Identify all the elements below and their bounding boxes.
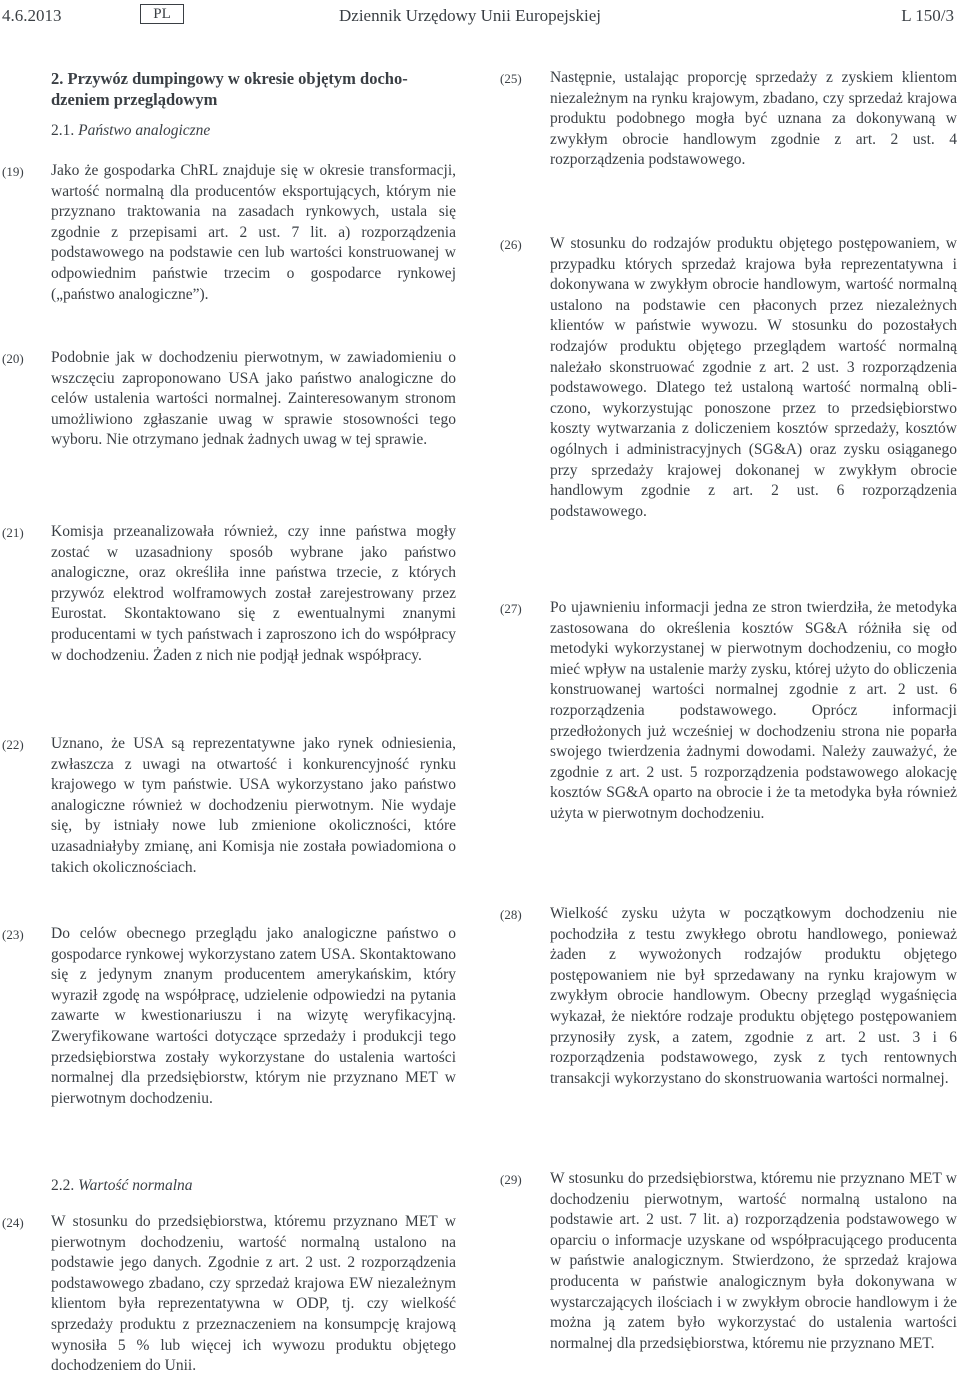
paragraph-22 [0, 734, 460, 878]
paragraph-29 [498, 1169, 960, 1354]
paragraph-number: (23) [2, 927, 24, 942]
paragraph-number: (19) [2, 164, 24, 179]
journal-title: Dziennik Urzędowy Unii Europejskiej [339, 6, 602, 25]
paragraph-text: Uznano, że USA są reprezentatywne jako rynek odniesienia, zwłaszcza z uwagi na otwartość i konkurencyjność rynku krajowego w tym państwie. USA wykorzystano jako państwo analogiczne również w dochodzeniu pierwotnym. Nie wydaje się, by istniały nowe lub zmienione okoliczności, które uzasadniałyby zmianę, ani Komisja nie została powiadomiona o takich okolicznościach. [51, 735, 456, 876]
paragraph-text: Jako że gospodarka ChRL znajduje się w okresie transformacji, wartość normalną dla producentów eksportujących, którym nie przyznano traktowania na zasadach rynkowych, ustala się zgodnie z przepisami art. 2 ust. 7 lit. a) rozporządzenia podstawowego na podstawie cen lub wartości konstruowanej w odpowiednim państwie trzecim o gospodarce rynkowej („państwo analogiczne”). [51, 162, 456, 303]
subsection-number: 2.2. [51, 1177, 75, 1194]
paragraph-text: Podobnie jak w dochodzeniu pierwotnym, w zawiadomieniu o wszczęciu zaproponowano USA jako państwo analogiczne do celów ustalenia wartości normalnej. Zainteresowanym stronom umożliwiono zgłaszanie uwag w sprawie stosowności tego wyboru. Nie otrzymano jednak żadnych uwag w tej sprawie. [51, 349, 456, 449]
subsection-title: Wartość normalna [78, 1177, 193, 1194]
paragraph-21 [0, 522, 460, 666]
page-header [0, 4, 960, 28]
paragraph-number: (25) [500, 71, 522, 86]
paragraph-number: (27) [500, 601, 522, 616]
subsection-heading [51, 121, 210, 141]
subsection-heading [51, 1176, 193, 1196]
paragraph-text: W stosunku do przedsiębiorstwa, któremu nie przyznano MET w dochodzeniu pierwotnym, wartość normalną ustalono na podstawie art. 2 ust. 7 lit. a) rozporządzenia podstawowego w oparciu o informacje uzyskane od współpracującego producenta w państwie analogicznym. Stwierdzono, że sprzedaż krajowa producenta w państwie analogicznym była dokonywana w wystarczających ilościach i w zwykłym obrocie handlowym i że można ją zatem było wykorzystać do ustalenia wartości normalnej dla przedsiębiorstwa, któremu nie przyznano MET. [550, 1170, 957, 1352]
page-number: L 150/3 [901, 6, 954, 25]
paragraph-26 [498, 234, 960, 522]
paragraph-text: Do celów obecnego przeglądu jako analogiczne państwo o gospodarce rynkowej wykorzystano zatem USA. Skontaktowano się z jedynym znanym producentem amerykańskim, który wyraził zgodę na współpracę, udzielenie odpowiedzi na pytania zawarte w kwestionariuszu i na wizytę weryfikacyjną. Zweryfikowane wartości dotyczące sprzedaży i produkcji tego przedsiębiorstwa zostały wykorzystane do ustalenia wartości normalnej dla przedsiębiorstw, którym nie przyznano MET w pierwotnym dochodzeniu. [51, 925, 456, 1107]
paragraph-text: Wielkość zysku użyta w początkowym dochodzeniu nie pochodziła z testu zwykłego obrotu handlowego, ponieważ żaden z wywożonych rodzajów produktu objętego postępowaniem nie był sprzedawany na rynku krajowym w zwykłym obrocie handlowym. Obecny przegląd wygaśnięcia wykazał, że niektóre rodzaje produktu objętego postępowaniem przynosiły zysk, a zatem, zgodnie z art. 2 ust. 3 i 6 rozporządzenia podstawowego, zysk z tych rentownych transakcji wykorzystano do skonstruowania wartości normalnej. [550, 905, 957, 1087]
paragraph-text: W stosunku do przedsiębiorstwa, któremu przyznano MET w pierwotnym dochodzeniu, wartość normalną ustalono na podstawie jego danych. Zgodnie z art. 2 ust. 2 rozporządzenia podstawowego zbadano, czy sprzedaż krajowa EW niezależnym klientom była reprezentatywna w ODP, tj. czy wielkość sprzedaży produktu z przeznaczeniem na konsumpcję krajową wynosiła 5 % lub więcej ich wywozu produktu objętego dochodzeniem do Unii. [51, 1213, 456, 1375]
subsection-number: 2.1. [51, 122, 75, 139]
paragraph-24 [0, 1212, 460, 1377]
paragraph-number: (24) [2, 1215, 24, 1230]
paragraph-text: Po ujawnieniu informacji jedna ze stron twierdziła, że metodyka zastosowana do określenia kosztów SG&A różniła się od metodyki wykorzystanej w pierwotnym dochodzeniu, co mogło mieć wpływ na ustalenie marży zysku, której użyto do obliczenia konstruowanej wartości normalnej zgodnie z art. 2 ust. 6 rozporządzenia podstawowego. Oprócz informacji przedłożonych już wcześniej w dochodzeniu strona nie poparła swojego twierdzenia żadnymi dowodami. Należy zauważyć, że zgodnie z art. 2 ust. 5 rozporządzenia podstawowego alokację kosztów SG&A oparto na obrocie i że ta metodyka była również użyta w pierwotnym dochodzeniu. [550, 599, 957, 822]
paragraph-number: (22) [2, 737, 24, 752]
paragraph-text: Następnie, ustalając proporcję sprzedaży z zyskiem klientom niezależnym na rynku krajowym, zbadano, czy sprzedaż krajowa produktu podobnego mogła być uznana za dokonywaną w zwykłym obrocie handlowym zgodnie z art. 2 ust. 4 rozporządzenia podstawowego. [550, 69, 957, 169]
publication-date: 4.6.2013 [2, 6, 62, 25]
paragraph-number: (29) [500, 1172, 522, 1187]
paragraph-number: (20) [2, 351, 24, 366]
language-badge: PL [140, 4, 184, 24]
section-heading: 2. Przywóz dumpingowy w okresie objętym dochodzeniem przeglądowym [51, 69, 408, 109]
paragraph-text: Komisja przeanalizowała również, czy inne państwa mogły zostać w uzasadniony sposób wybrane jako państwo analogiczne, oraz określiła inne państwa trzecie, z których przywóz elektrod wolframowych został zarejestrowany przez Eurostat. Skontaktowano się z ewentualnymi znanymi producentami w tych państwach i zaproszono ich do współpracy w dochodzeniu. Żaden z nich nie podjął jednak współpracy. [51, 523, 456, 664]
subsection-title: Państwo analogiczne [78, 122, 211, 139]
paragraph-19 [0, 161, 460, 305]
paragraph-number: (26) [500, 237, 522, 252]
paragraph-number: (21) [2, 525, 24, 540]
paragraph-20 [0, 348, 460, 451]
paragraph-28 [498, 904, 960, 1089]
paragraph-text: W stosunku do rodzajów produktu objętego postępowaniem, w przypadku których sprzedaż krajowa była reprezentatywna i dokonywana w zwykłym obrocie handlowym, wartość normalną ustalono na podstawie cen płaconych przez niezależnych klientów w państwie wywozu. W stosunku do pozostałych rodzajów produktu objętego przeglądem wartość normalną należało skonstruować zgodnie z art. 2 ust. 3 rozporządzenia podstawowego. Dlatego też ustaloną wartość normalną obliczono, wykorzystując ponoszone przez to przedsiębiorstwo koszty wytwarzania z doliczeniem kosztów sprzedaży, kosztów ogólnych i administracyjnych (SG&A) oraz zysku osiąganego przy sprzedaży krajowej dokonanej w zwykłym obrocie handlowym zgodnie z art. 2 ust. 6 rozporządzenia podstawowego. [550, 235, 957, 520]
paragraph-25 [498, 68, 960, 171]
paragraph-number: (28) [500, 907, 522, 922]
paragraph-27 [498, 598, 960, 825]
paragraph-23 [0, 924, 460, 1109]
